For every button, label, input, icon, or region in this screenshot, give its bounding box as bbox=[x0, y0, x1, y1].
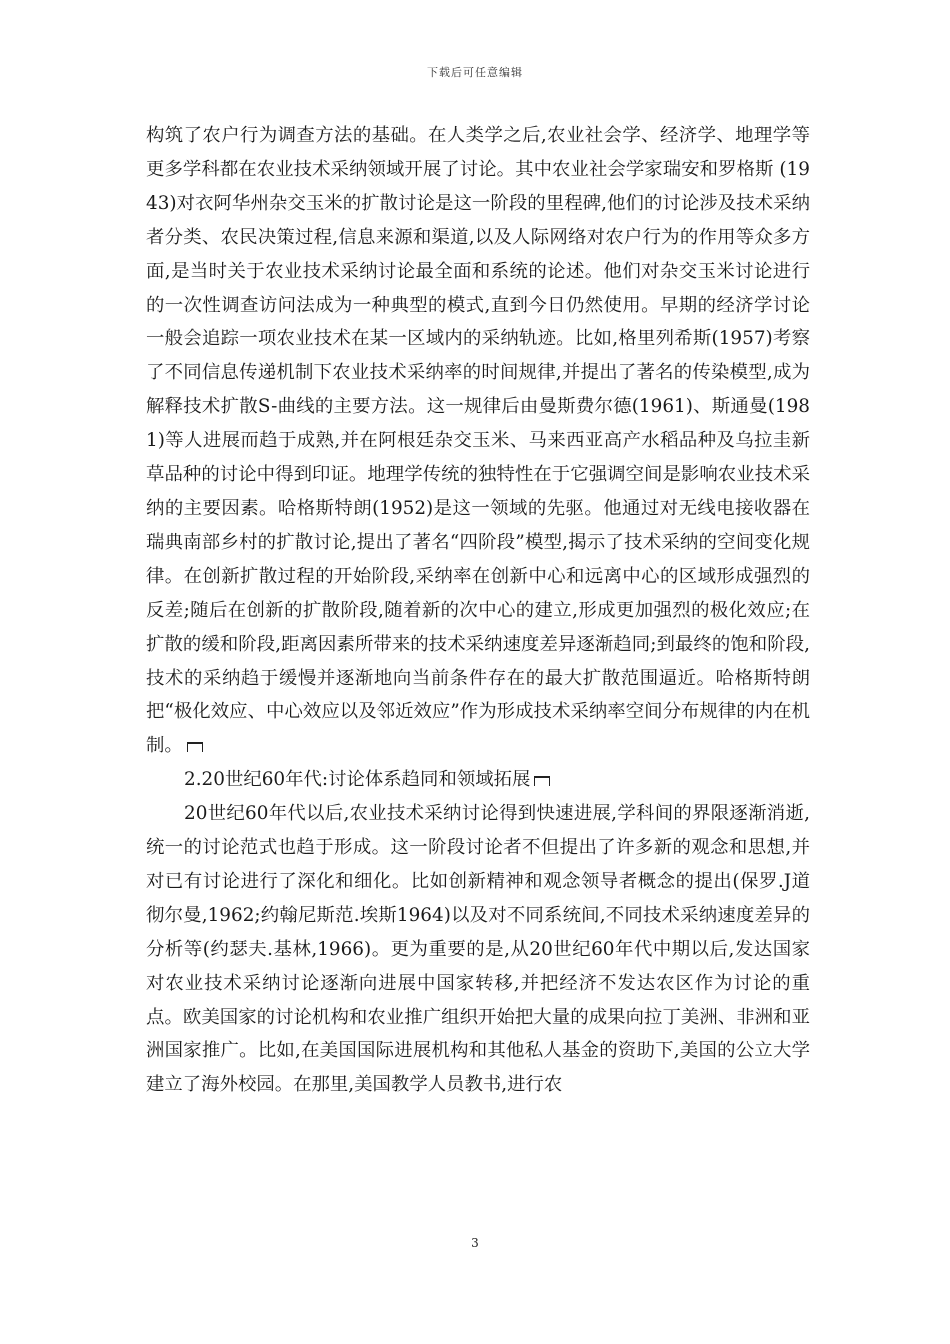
paragraph-mark-icon bbox=[534, 776, 550, 786]
paragraph-text: 20世纪60年代以后,农业技术采纳讨论得到快速进展,学科间的界限逐渐消逝,统一的讨论范式也趋于形成。这一阶段讨论者不但提出了许多新的观念和思想,并对已有讨论进行了深化和细化。比如创新精神和观念领导者概念的提出(保罗.J道彻尔曼,1962;约翰尼斯范.埃斯1964)以及对不同系统间,不同技术采纳速度差异的分析等(约瑟夫.基林,1966)。更为重要的是,从20世纪60年代中期以后,发达国家对农业技术采纳讨论逐渐向进展中国家转移,并把经济不发达农区作为讨论的重点。欧美国家的讨论机构和农业推广组织开始把大量的成果向拉丁美洲、非洲和亚洲国家推广。比如,在美国国际进展机构和其他私人基金的资助下,美国的公立大学建立了海外校园。在那里,美国教学人员教书,进行农 bbox=[146, 803, 810, 1096]
paragraph-text: 构筑了农户行为调查方法的基础。在人类学之后,农业社会学、经济学、地理学等更多学科都在农业技术采纳领域开展了讨论。其中农业社会学家瑞安和罗格斯 (1943)对衣阿华州杂交玉米的扩散讨论是这一阶段的里程碑,他们的讨论涉及技术采纳者分类、农民决策过程,信息来源和渠道,以及人际网络对农户行为的作用等众多方面,是当时关于农业技术采纳讨论最全面和系统的论述。他们对杂交玉米讨论进行的一次性调查访问法成为一种典型的模式,直到今日仍然使用。早期的经济学讨论一般会追踪一项农业技术在某一区域内的采纳轨迹。比如,格里列希斯(1957)考察了不同信息传递机制下农业技术采纳率的时间规律,并提出了著名的传染模型,成为解释技术扩散S-曲线的主要方法。这一规律后由曼斯费尔德(1961)、斯通曼(1981)等人进展而趋于成熟,并在阿根廷杂交玉米、马来西亚高产水稻品种及乌拉圭新草品种的讨论中得到印证。地理学传统的独特性在于它强调空间是影响农业技术采纳的主要因素。哈格斯特朗(1952)是这一领域的先驱。他通过对无线电接收器在瑞典南部乡村的扩散讨论,提出了著名“四阶段”模型,揭示了技术采纳的空间变化规律。在创新扩散过程的开始阶段,采纳率在创新中心和远离中心的区域形成强烈的反差;随后在创新的扩散阶段,随着新的次中心的建立,形成更加强烈的极化效应;在扩散的缓和阶段,距离因素所带来的技术采纳速度差异逐渐趋同;到最终的饱和阶段,技术的采纳趋于缓慢并逐渐地向当前条件存在的最大扩散范围逼近。哈格斯特朗把“极化效应、中心效应以及邻近效应”作为形成技术采纳率空间分布规律的内在机制。 bbox=[146, 125, 810, 757]
paragraph-mark-icon bbox=[187, 742, 203, 752]
section-heading bbox=[146, 763, 810, 797]
document-body bbox=[146, 119, 810, 1102]
body-paragraph bbox=[146, 797, 810, 1102]
page-header: 下载后可任意编辑 bbox=[427, 66, 523, 79]
body-paragraph bbox=[146, 119, 810, 763]
section-heading-text: 2.20世纪60年代:讨论体系趋同和领域拓展 bbox=[184, 769, 531, 791]
page-number: 3 bbox=[471, 1236, 479, 1250]
